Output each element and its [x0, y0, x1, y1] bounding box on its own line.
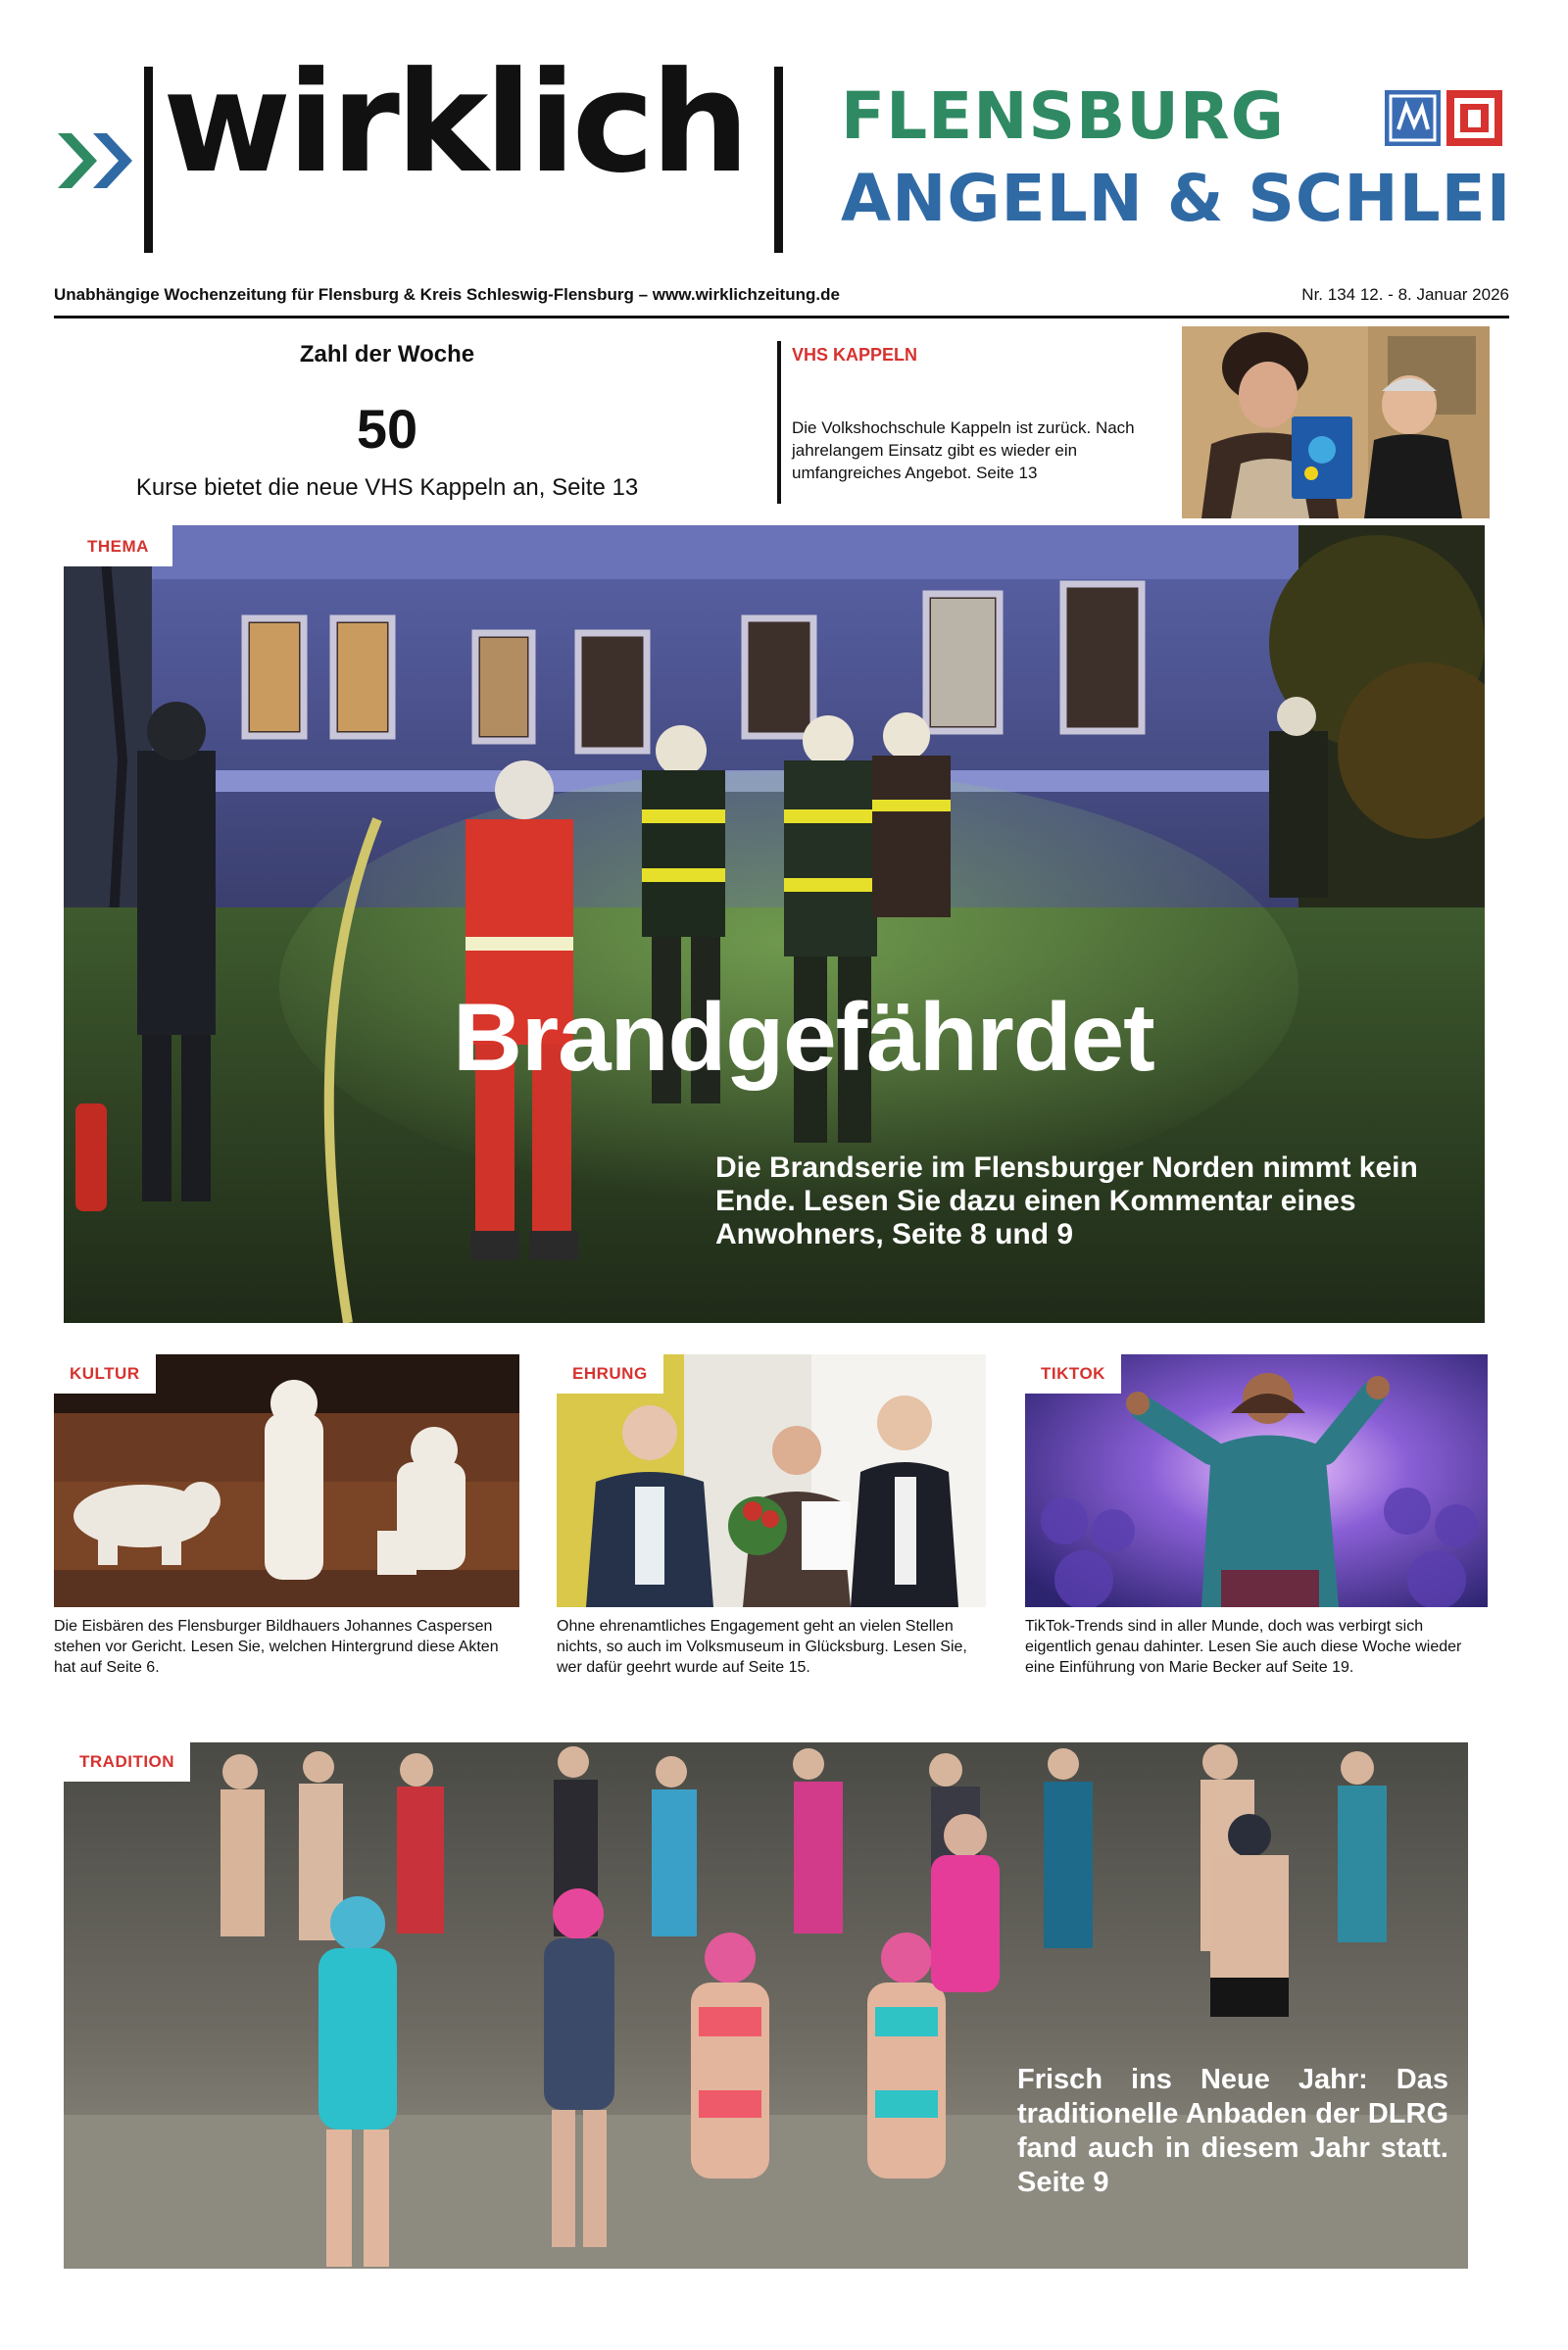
region-crest-icon: [1385, 90, 1441, 146]
number-of-week-value: 50: [356, 398, 418, 460]
issue-info: Nr. 134 12. - 8. Januar 2026: [1301, 285, 1509, 304]
logo-divider: [144, 67, 153, 253]
kultur-teaser-text: Die Eisbären des Flensburger Bildhauers Johannes Caspersen stehen vor Gericht. Lesen Sie, welchen Hintergrund diese Akten hat auf Seite 6.: [54, 1618, 499, 1676]
photo-credit-mark: [1494, 382, 1506, 519]
tradition-section-tag: TRADITION: [64, 1742, 190, 1782]
kultur-section-tag: KULTUR: [54, 1354, 156, 1394]
number-of-week-label: Zahl der Woche: [299, 341, 475, 367]
header-rule: [54, 316, 1509, 318]
region-title-line2: ANGELN & SCHLEI: [841, 161, 1512, 236]
ehrung-teaser-text: Ohne ehrenamtliches Engagement geht an vielen Stellen nichts, so auch im Volksmuseum in Glücksburg. Lesen Sie, wer dafür geehrt wurde auf Seite 15.: [557, 1618, 967, 1676]
vhs-photo[interactable]: [1182, 326, 1490, 518]
region-title-line1: FLENSBURG: [841, 78, 1285, 154]
hero-section-tag: THEMA: [64, 525, 172, 566]
tagline: Unabhängige Wochenzeitung für Flensburg & Kreis Schleswig-Flensburg – www.wirklichzeitung.de: [54, 285, 840, 304]
masthead-divider: [774, 67, 783, 253]
tradition-subtitle: Frisch ins Neue Jahr: Das traditionelle Anbaden der DLRG fand auch in diesem Jahr statt. Seite 9: [1017, 2064, 1448, 2198]
logo-wordmark: wirklich: [163, 42, 746, 204]
number-of-week-description: Kurse bietet die neue VHS Kappeln an, Seite 13: [135, 474, 639, 501]
ehrung-section-tag: EHRUNG: [557, 1354, 663, 1394]
vhs-section-tag: VHS KAPPELN: [792, 345, 918, 365]
hero-subtitle: Die Brandserie im Flensburger Norden nimmt kein Ende. Lesen Sie dazu einen Kommentar eines Anwohners, Seite 8 und 9: [715, 1151, 1418, 1250]
logo-arrows-icon: [54, 125, 140, 196]
tiktok-section-tag: TIKTOK: [1025, 1354, 1121, 1394]
teaser-divider: [777, 341, 781, 504]
hero-headline[interactable]: Brandgefährdet: [453, 983, 1154, 1091]
vhs-teaser-text: Die Volkshochschule Kappeln ist zurück. Nach jahrelangem Einsatz gibt es wieder ein umfangreiches Angebot. Seite 13: [792, 418, 1135, 482]
tiktok-teaser-text: TikTok-Trends sind in aller Munde, doch was verbirgt sich eigentlich genau dahinter. Lesen Sie auch diese Woche wieder eine Einführung von Marie Becker auf Seite 19.: [1025, 1618, 1462, 1676]
city-crest-icon: [1446, 90, 1502, 146]
